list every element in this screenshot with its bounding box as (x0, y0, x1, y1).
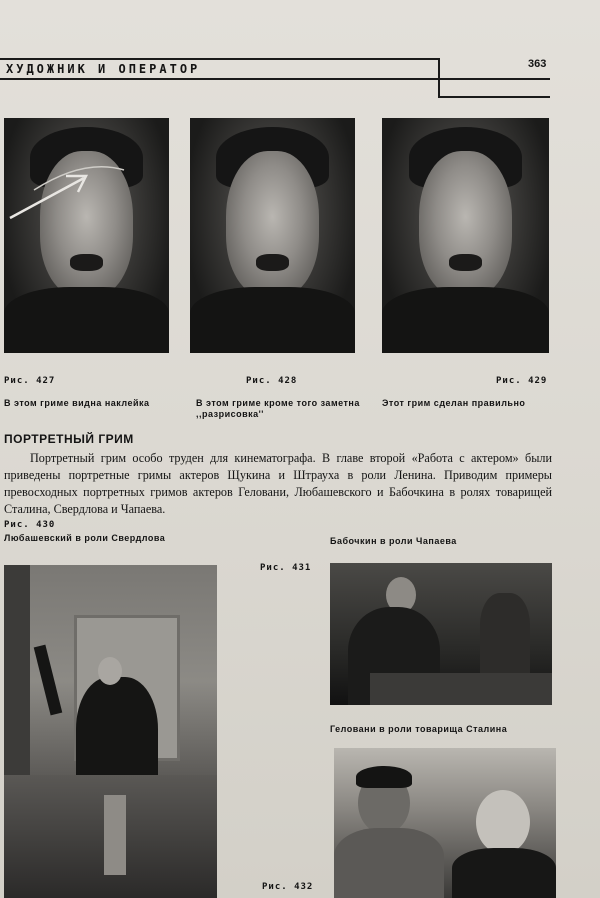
figure-label-428: Рис. 428 (246, 376, 298, 386)
figure-label-431: Рис. 431 (260, 563, 312, 573)
face-shape (419, 151, 513, 297)
figure-caption-430: Любашевский в роли Свердлова (4, 533, 166, 543)
coat-shape (382, 287, 549, 353)
figure-label-429: Рис. 429 (496, 376, 548, 386)
running-header: ХУДОЖНИК И ОПЕРАТОР (6, 62, 201, 76)
coat-shape (190, 287, 355, 353)
header-rule-top (0, 58, 440, 60)
portrait-photo-427 (4, 118, 169, 353)
lenin-body (452, 848, 556, 898)
portrait-photo-429 (382, 118, 549, 353)
header-rule-bottom (0, 78, 440, 80)
figure-label-432: Рис. 432 (262, 882, 314, 892)
header-rule-right (440, 78, 550, 80)
arrow-icon (4, 118, 169, 353)
figure-label-430: Рис. 430 (4, 520, 56, 530)
podium-ornament (104, 795, 126, 875)
background-figure (480, 593, 530, 673)
mustache-shape (256, 254, 289, 270)
body-paragraph: Портретный грим особо труден для кинематографа. В главе второй «Работа с актером» были приведены портретные гримы актеров Щукина и Штрауха в роли Ленина. Приводим примеры превосходных портретных гримов актеров Геловани, Любашевского и Бабочкина в ролях товарищей Сталина, Свердлова и Чапаева. (4, 451, 552, 516)
figure-caption-431: Бабочкин в роли Чапаева (330, 536, 457, 546)
photo-chapaev (330, 563, 552, 705)
portrait-photo-428 (190, 118, 355, 353)
figure-label-427: Рис. 427 (4, 376, 56, 386)
photo-sverdlov (4, 565, 217, 898)
figure-caption-432: Геловани в роли товарища Сталина (330, 724, 508, 734)
raised-arm (34, 645, 63, 716)
face-shape (226, 151, 318, 297)
header-rule-right-low (440, 96, 550, 98)
page-number: 363 (528, 58, 547, 70)
section-title: ПОРТРЕТНЫЙ ГРИМ (4, 432, 134, 446)
figure-caption-427: В этом гриме видна наклейка (4, 398, 150, 408)
table-shape (370, 673, 552, 705)
stalin-body (334, 828, 444, 898)
photo-stalin (334, 748, 556, 898)
figure-caption-429: Этот грим сделан правильно (382, 398, 526, 408)
mustache-shape (449, 254, 482, 270)
figure-caption-428: В этом гриме кроме того заметна ,,разрисовка'' (196, 398, 360, 419)
speaker-head (98, 657, 122, 685)
stalin-hair (356, 766, 412, 788)
lenin-head (476, 790, 530, 854)
